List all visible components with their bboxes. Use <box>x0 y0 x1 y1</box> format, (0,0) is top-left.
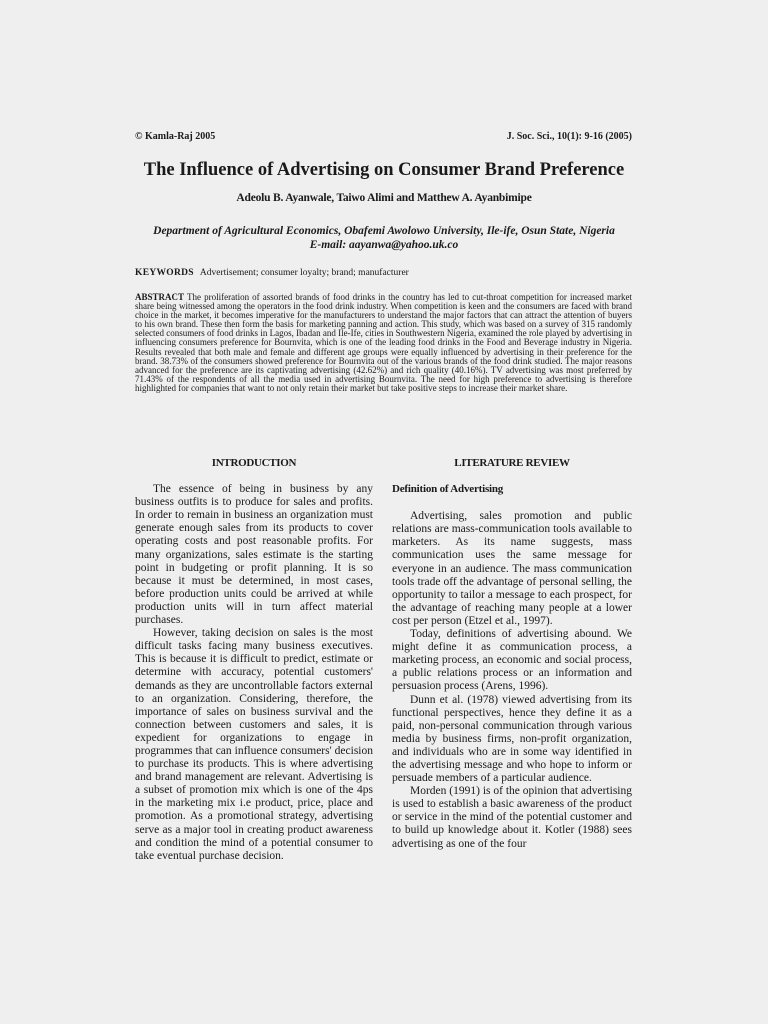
department-line: Department of Agricultural Economics, Obafemi Awolowo University, Ile-ife, Osun State, Nigeria <box>153 225 615 237</box>
author-list: Adeolu B. Ayanwale, Taiwo Alimi and Matthew A. Ayanbimipe <box>236 192 532 204</box>
keywords-text: Advertisement; consumer loyalty; brand; manufacturer <box>199 268 409 278</box>
literature-paragraph: Morden (1991) is of the opinion that advertising is used to establish a basic awareness of the product or service in the mind of the potential customer and to build up knowledge about it. Kotler (1988) sees advertising as one of the four <box>392 785 632 850</box>
intro-paragraph: The essence of being in business by any business outfits is to produce for sales and profits. In order to remain in business an organization must generate enough sales from its products to cover operating costs and post reasonable profits. For many organizations, sales estimate is the starting point in budgeting or profit planning. It is so because it must be determined, in most cases, before production units could be arrived at while production units will in turn affect material purchases. <box>135 483 373 627</box>
literature-review-heading: LITERATURE REVIEW <box>454 457 570 469</box>
introduction-heading: INTRODUCTION <box>211 457 297 469</box>
affiliation-block <box>100 224 668 252</box>
literature-paragraph: Advertising, sales promotion and public relations are mass-communication tools available to marketers. As its name suggests, mass communication uses the same message for everyone in an audience. The mass communication tools trade off the advantage of personal selling, the opportunity to tailor a message to each prospect, for the advantage of reaching many people at a lower cost per person (Etzel et al., 1997). <box>392 510 632 627</box>
abstract-label: ABSTRACT <box>135 292 185 302</box>
abstract-block <box>135 293 632 393</box>
definition-subheading: Definition of Advertising <box>392 483 504 496</box>
literature-paragraph: Dunn et al. (1978) viewed advertising from its functional perspectives, hence they define it as a paid, non-personal communication through various media by business firms, non-profit organization, and individuals who are in some way identified in the advertising message and who hope to inform or persuade members of a particular audience. <box>392 693 632 785</box>
literature-paragraph: Today, definitions of advertising abound. We might define it as communication process, a marketing process, an economic and social process, a public relations process or an information and persuasion process (Arens, 1996). <box>392 628 632 693</box>
paper-title: The Influence of Advertising on Consumer Brand Preference <box>143 160 625 180</box>
left-column <box>135 457 373 863</box>
keywords-line <box>135 268 632 278</box>
email-line: E-mail: aayanwa@yahoo.uk.co <box>309 239 459 251</box>
keywords-label: KEYWORDS <box>135 268 194 278</box>
running-header <box>135 131 632 142</box>
journal-citation: J. Soc. Sci., 10(1): 9-16 (2005) <box>506 131 632 142</box>
intro-paragraph: However, taking decision on sales is the most difficult tasks facing many business executives. This is because it is difficult to predict, estimate or determine with accuracy, potential customers' demands as they are uncontrollable factors external to an organization. Considering, therefore, the importance of sales on business survival and the connection between customers and sales, it is expedient for organizations to engage in programmes that can influence consumers' decision to purchase its products. This is where advertising and brand management are relevant. Advertising is a subset of promotion mix which is one of the 4ps in the marketing mix i.e product, price, place and promotion. As a promotional strategy, advertising serve as a major tool in creating product awareness and condition the mind of a potential consumer to take eventual purchase decision. <box>135 627 373 862</box>
copyright-notice: © Kamla-Raj 2005 <box>135 131 216 142</box>
abstract-text: The proliferation of assorted brands of food drinks in the country has led to cut-throat competition for increased market share being witnessed among the operators in the food drink industry. When competition is keen and the consumers are faced with brand choice in the market, it becomes imperative for the manufacturers to understand the major factors that can attract the attention of buyers to his own brand. These then form the basis for marketing panning and action. This study, which was based on a survey of 315 randomly selected consumers of food drinks in Lagos, Ibadan and Ile-Ife, cities in Southwestern Nigeria, examined the role played by advertising in influencing consumers preference for Bournvita, which is one of the leading food drinks in the Food and Beverage industry in Nigeria. Results revealed that both male and female and different age groups were equally influenced by advertising in their preference for the brand. 38.73% of the consumers showed preference for Bournvita out of the various brands of the food drink studied. The major reasons advanced for the preference are its captivating advertising (42.62%) and rich quality (40.16%). TV advertising was most preferred by 71.43% of the respondents of all the media used in advertising Bournvita. The need for high preference to advertising is therefore highlighted for companies that want to not only retain their market but take positive steps to increase their market share. <box>135 292 632 393</box>
right-column <box>392 457 632 851</box>
